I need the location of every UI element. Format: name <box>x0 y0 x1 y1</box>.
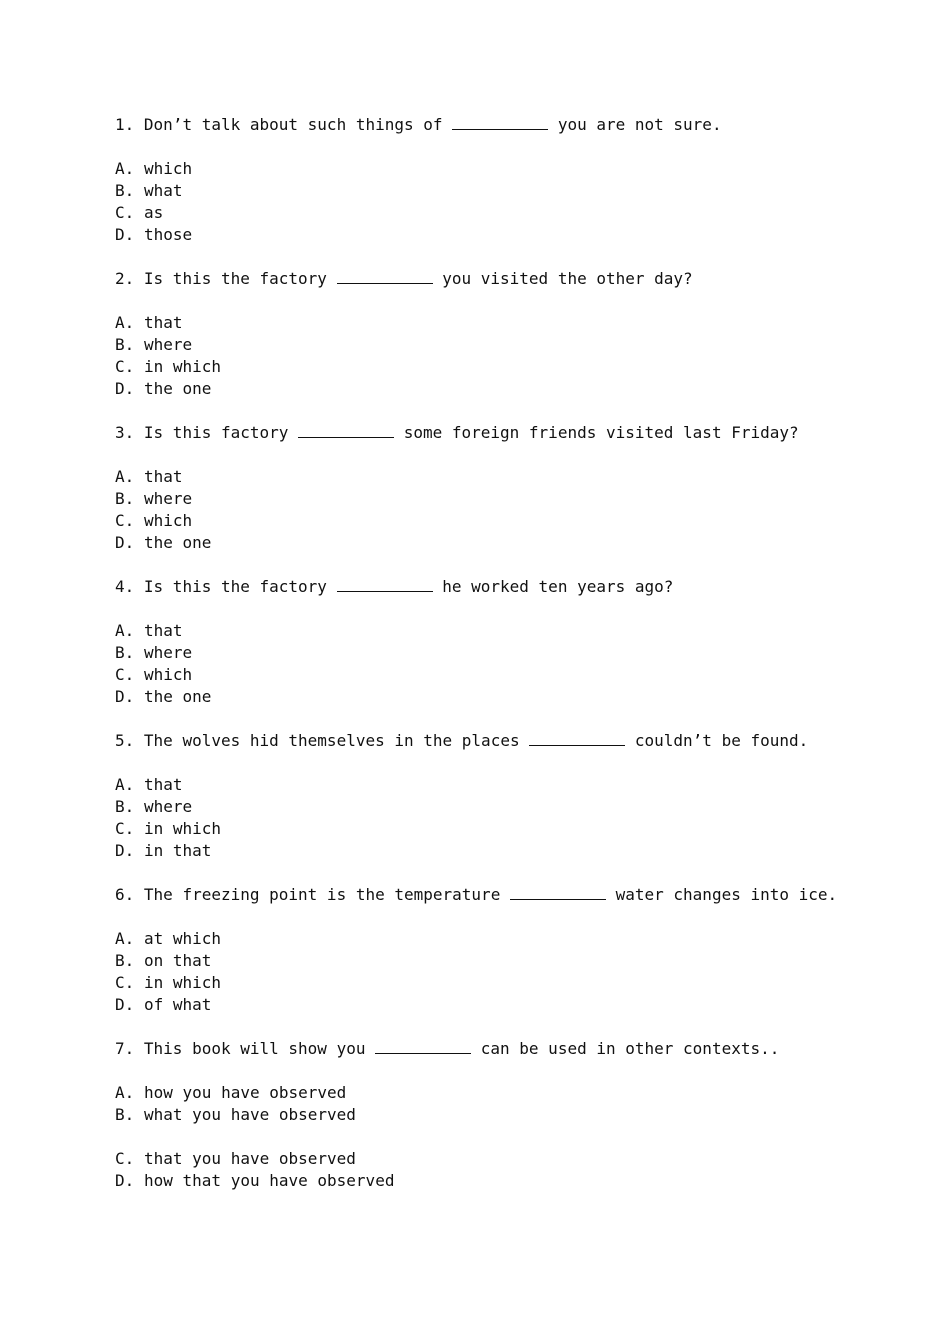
option-letter: D. <box>115 687 135 706</box>
question-stem <box>115 576 915 598</box>
option-letter: A. <box>115 775 135 794</box>
option-text: which <box>144 159 193 178</box>
option-letter: B. <box>115 1105 135 1124</box>
question-2 <box>115 268 915 400</box>
option-b <box>115 950 915 972</box>
option-letter: D. <box>115 1171 135 1190</box>
option-c <box>115 356 915 378</box>
option-d <box>115 224 915 246</box>
stem-before: The wolves hid themselves in the places <box>143 731 520 750</box>
option-letter: B. <box>115 489 135 508</box>
option-letter: B. <box>115 181 135 200</box>
question-6 <box>115 884 915 1016</box>
option-letter: B. <box>115 951 135 970</box>
option-a <box>115 158 915 180</box>
stem-before: Is this the factory <box>143 577 327 596</box>
answer-blank <box>337 268 433 284</box>
question-3 <box>115 422 915 554</box>
question-5 <box>115 730 915 862</box>
option-c <box>115 664 915 686</box>
stem-after: you are not sure. <box>557 115 722 134</box>
option-text: in that <box>144 841 212 860</box>
option-letter: C. <box>115 1149 135 1168</box>
option-text: the one <box>144 379 212 398</box>
option-text: that you have observed <box>144 1149 356 1168</box>
stem-after: can be used in other contexts.. <box>480 1039 780 1058</box>
answer-blank <box>375 1038 471 1054</box>
option-d <box>115 686 915 708</box>
option-c <box>115 510 915 532</box>
option-b <box>115 488 915 510</box>
option-letter: D. <box>115 841 135 860</box>
option-text: in which <box>144 819 222 838</box>
option-letter: D. <box>115 379 135 398</box>
stem-after: couldn’t be found. <box>634 731 809 750</box>
option-c <box>115 1148 915 1170</box>
option-text: what you have observed <box>144 1105 356 1124</box>
option-text: that <box>144 467 183 486</box>
option-text: which <box>144 665 193 684</box>
question-stem <box>115 1038 915 1060</box>
options-list <box>115 774 915 862</box>
stem-after: some foreign friends visited last Friday? <box>403 423 799 442</box>
question-number: 2. <box>115 269 135 288</box>
question-number: 5. <box>115 731 135 750</box>
option-b <box>115 1104 915 1126</box>
option-a <box>115 774 915 796</box>
option-text: of what <box>144 995 212 1014</box>
option-letter: D. <box>115 533 135 552</box>
option-letter: A. <box>115 929 135 948</box>
question-number: 7. <box>115 1039 135 1058</box>
question-stem <box>115 730 915 752</box>
option-letter: D. <box>115 995 135 1014</box>
option-text: which <box>144 511 193 530</box>
options-list <box>115 1082 915 1192</box>
option-text: where <box>144 797 193 816</box>
option-b <box>115 180 915 202</box>
option-text: in which <box>144 357 222 376</box>
option-text: how that you have observed <box>144 1171 395 1190</box>
option-b <box>115 796 915 818</box>
answer-blank <box>337 576 433 592</box>
option-d <box>115 532 915 554</box>
question-number: 4. <box>115 577 135 596</box>
options-list <box>115 312 915 400</box>
option-d <box>115 1170 915 1192</box>
option-letter: B. <box>115 643 135 662</box>
option-letter: C. <box>115 203 135 222</box>
answer-blank <box>298 422 394 438</box>
stem-before: Is this the factory <box>143 269 327 288</box>
question-stem <box>115 114 915 136</box>
option-c <box>115 818 915 840</box>
question-number: 6. <box>115 885 135 904</box>
question-7 <box>115 1038 915 1192</box>
stem-after: he worked ten years ago? <box>442 577 674 596</box>
question-number: 1. <box>115 115 135 134</box>
option-text: on that <box>144 951 212 970</box>
option-text: those <box>144 225 193 244</box>
stem-before: Don’t talk about such things of <box>143 115 443 134</box>
option-letter: A. <box>115 159 135 178</box>
question-4 <box>115 576 915 708</box>
option-text: in which <box>144 973 222 992</box>
answer-blank <box>529 730 625 746</box>
option-a <box>115 466 915 488</box>
option-letter: A. <box>115 313 135 332</box>
option-letter: C. <box>115 511 135 530</box>
option-spacer <box>115 1126 915 1148</box>
stem-after: you visited the other day? <box>442 269 693 288</box>
worksheet <box>115 114 915 1214</box>
option-letter: B. <box>115 335 135 354</box>
options-list <box>115 466 915 554</box>
option-letter: A. <box>115 467 135 486</box>
option-text: that <box>144 313 183 332</box>
option-text: that <box>144 621 183 640</box>
option-d <box>115 378 915 400</box>
option-text: where <box>144 643 193 662</box>
stem-before: Is this factory <box>143 423 289 442</box>
option-d <box>115 840 915 862</box>
option-a <box>115 928 915 950</box>
option-text: as <box>144 203 164 222</box>
question-1 <box>115 114 915 246</box>
options-list <box>115 158 915 246</box>
option-text: what <box>144 181 183 200</box>
option-text: that <box>144 775 183 794</box>
option-letter: A. <box>115 621 135 640</box>
option-letter: C. <box>115 819 135 838</box>
option-b <box>115 334 915 356</box>
option-text: the one <box>144 687 212 706</box>
option-letter: C. <box>115 357 135 376</box>
option-a <box>115 620 915 642</box>
option-text: where <box>144 335 193 354</box>
question-number: 3. <box>115 423 135 442</box>
stem-before: This book will show you <box>143 1039 366 1058</box>
option-d <box>115 994 915 1016</box>
question-stem <box>115 884 915 906</box>
option-b <box>115 642 915 664</box>
stem-after: water changes into ice. <box>615 885 838 904</box>
option-text: the one <box>144 533 212 552</box>
option-a <box>115 312 915 334</box>
question-stem <box>115 422 915 444</box>
option-letter: A. <box>115 1083 135 1102</box>
stem-before: The freezing point is the temperature <box>143 885 501 904</box>
option-a <box>115 1082 915 1104</box>
option-text: where <box>144 489 193 508</box>
option-text: how you have observed <box>144 1083 347 1102</box>
option-letter: C. <box>115 973 135 992</box>
option-c <box>115 972 915 994</box>
option-text: at which <box>144 929 222 948</box>
options-list <box>115 620 915 708</box>
options-list <box>115 928 915 1016</box>
option-letter: C. <box>115 665 135 684</box>
option-letter: D. <box>115 225 135 244</box>
question-stem <box>115 268 915 290</box>
option-c <box>115 202 915 224</box>
answer-blank <box>452 114 548 130</box>
option-letter: B. <box>115 797 135 816</box>
answer-blank <box>510 884 606 900</box>
